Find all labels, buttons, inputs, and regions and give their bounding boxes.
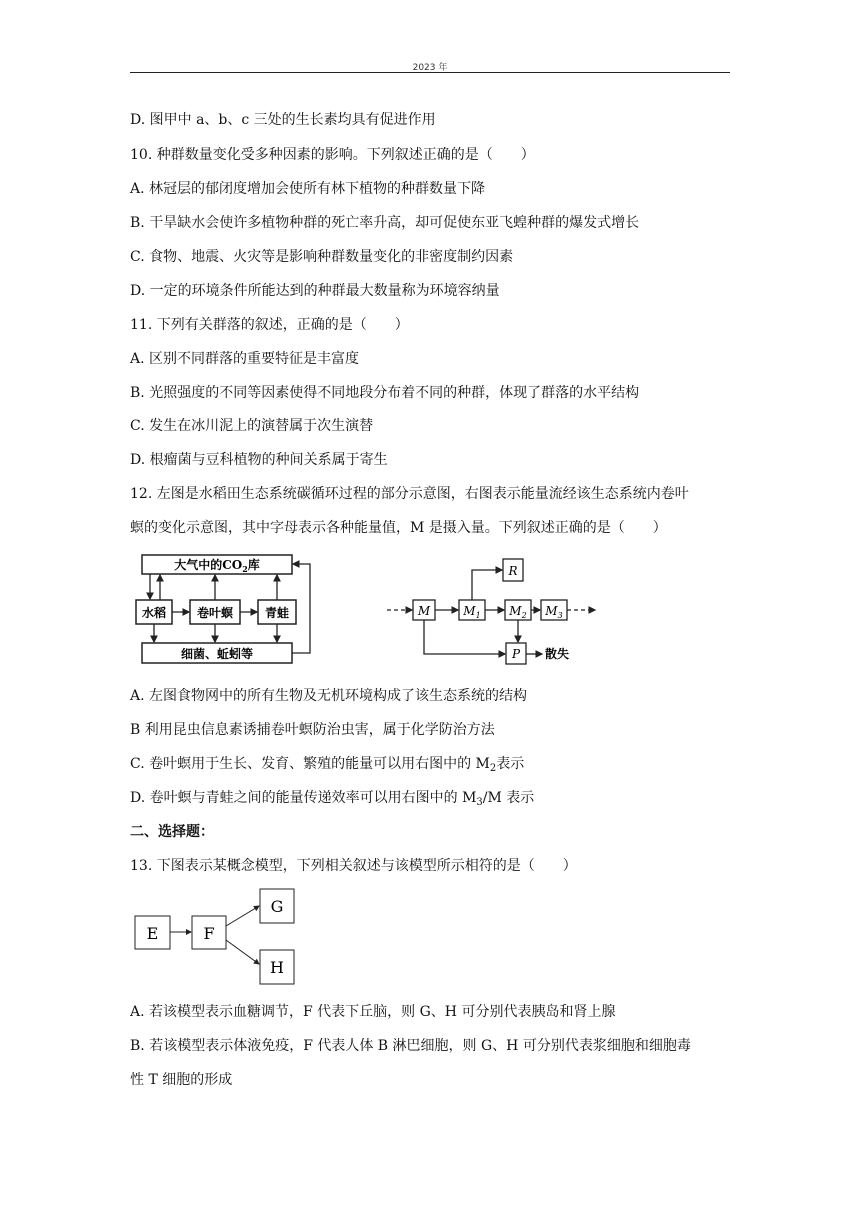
header-rule [130,72,730,73]
q11-option-b: B. 光照强度的不同等因素使得不同地段分布着不同的种群，体现了群落的水平结构 [130,385,640,401]
decomposers-label: 细菌、蚯蚓等 [180,647,254,661]
arrow-m-to-p [424,620,505,654]
energy-flow-diagram [385,554,605,669]
q12-stem-line2: 螟的变化示意图，其中字母表示各种能量值，M 是摄入量。下列叙述正确的是（ ） [130,520,667,536]
page-header: 2023 年 [412,63,448,73]
q12-option-b: B 利用昆虫信息素诱捕卷叶螟防治虫害，属于化学防治方法 [130,722,495,738]
m2-label: $M_2$ [509,604,527,620]
rice-label: 水稻 [141,606,167,620]
arrow-f-to-g [226,906,259,926]
q13-stem: 13. 下图表示某概念模型，下列相关叙述与该模型所示相符的是（ ） [130,858,577,874]
q12-stem-line1: 12. 左图是水稻田生态系统碳循环过程的部分示意图，右图表示能量流经该生态系统内卷叶 [130,486,689,502]
concept-model-diagram [130,884,310,990]
carbon-cycle-diagram [130,548,330,668]
q12-option-a: A. 左图食物网中的所有生物及无机环境构成了该生态系统的结构 [130,688,528,704]
atmosphere-co2-label: 大气中的$CO_2$库 [174,558,260,574]
e-label: E [146,924,159,943]
r-label: R [508,564,518,578]
q11-option-a: A. 区别不同群落的重要特征是丰富度 [130,351,360,367]
q13-option-a: A. 若该模型表示血糖调节，F 代表下丘脑，则 G、H 可分别代表胰岛和肾上腺 [130,1004,616,1020]
frog-label: 青蛙 [264,606,290,620]
q13-option-b-line1: B. 若该模型表示体液免疫，F 代表人体 B 淋巴细胞，则 G、H 可分别代表浆细胞和细胞毒 [130,1038,691,1054]
q10-option-b: B. 干旱缺水会使许多植物种群的死亡率升高，却可促使东亚飞蝗种群的爆发式增长 [130,215,640,231]
arrow-m1-to-r [472,570,502,600]
q10-option-d: D. 一定的环境条件所能达到的种群最大数量称为环境容纳量 [130,283,500,299]
q10-option-c: C. 食物、地震、火灾等是影响种群数量变化的非密度制约因素 [130,249,514,265]
section-title: 二、选择题： [130,824,214,840]
arrow-f-to-h [226,940,259,964]
loss-label: 散失 [545,647,570,661]
g-label: G [270,897,284,916]
m1-label: $M_1$ [463,604,481,620]
h-label: H [270,958,284,977]
leafroller-label: 卷叶螟 [196,606,234,620]
p-label: P [511,647,521,661]
q12-option-d: D. 卷叶螟与青蛙之间的能量传递效率可以用右图中的 $M_3/M$ 表示 [130,790,535,808]
q11-option-d: D. 根瘤菌与豆科植物的种间关系属于寄生 [130,452,388,468]
m3-label: $M_3$ [545,604,563,620]
q10-option-a: A. 林冠层的郁闭度增加会使所有林下植物的种群数量下降 [130,181,486,197]
q9-option-d: D. 图甲中 a、b、c 三处的生长素均具有促进作用 [130,112,436,128]
q11-stem: 11. 下列有关群落的叙述，正确的是（ ） [130,317,409,333]
f-label: F [203,924,215,943]
q10-stem: 10. 种群数量变化受多种因素的影响。下列叙述正确的是（ ） [130,147,535,163]
q12-option-c: C. 卷叶螟用于生长、发育、繁殖的能量可以用右图中的 $M_2$表示 [130,756,525,774]
q11-option-c: C. 发生在冰川泥上的演替属于次生演替 [130,418,374,434]
q13-option-b-line2: 性 T 细胞的形成 [130,1072,233,1088]
m-label: M [417,604,431,618]
